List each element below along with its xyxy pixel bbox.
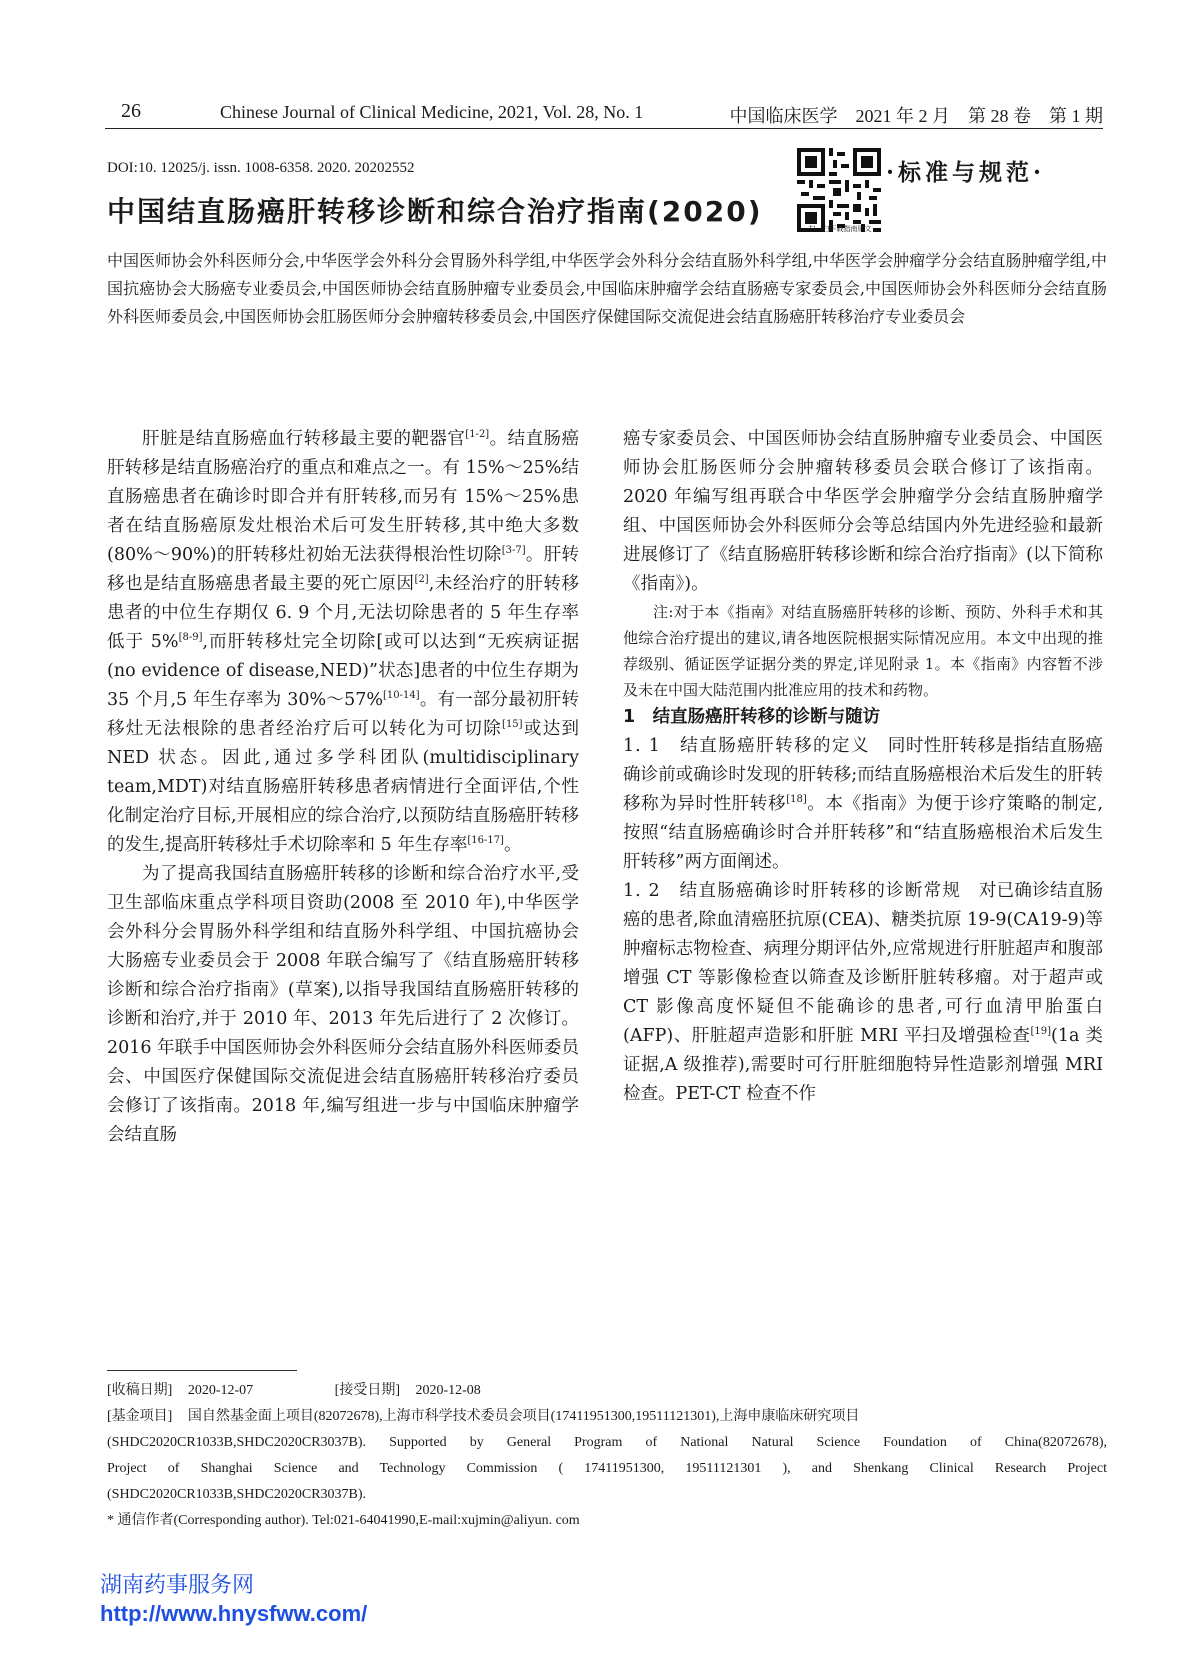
article-title: 中国结直肠癌肝转移诊断和综合治疗指南(2020) (107, 195, 763, 228)
received-date: 2020-12-07 (187, 1383, 254, 1398)
footnote-rule (107, 1370, 297, 1371)
paragraph-intro: 肝脏是结直肠癌血行转移最主要的靶器官[1-2]。结直肠癌肝转移是结直肠癌治疗的重点和难点之一。有 15%～25%结直肠癌患者在确诊时即合并有肝转移,而另有 15%～25%患者在结直肠癌原发灶根治术后可发生肝转移,其中绝大多数(80%～90%)的肝转移灶初始无法获得根治性切除[3-7]。肝转移也是结直肠癌患者最主要的死亡原因[2],未经治疗的肝转移患者的中位生存期仅 6. 9 个月,无法切除患者的 5 年生存率低于 5%[8-9],而肝转移灶完全切除[或可以达到“无疾病证据(no evidence of disease,NED)”状态]患者的中位生存期为 35 个月,5 年生存率为 30%～57%[10-14]。有一部分最初肝转移灶无法根除的患者经治疗后可以转化为可切除[15]或达到 NED 状态。因此,通过多学科团队(multidisciplinary team,MDT)对结直肠癌肝转移患者病情进行全面评估,个性化制定治疗目标,开展相应的综合治疗,以预防结直肠癌肝转移的发生,提高肝转移灶手术切除率和 5 年生存率[16-17]。 (107, 429, 580, 855)
citation[interactable]: [18] (786, 794, 807, 806)
funding-line-2: (SHDC2020CR1033B,SHDC2020CR3037B). Supported by General Program of National Natural Science Foundation of China(82072678), (107, 1435, 1107, 1450)
dates-line (107, 1378, 1107, 1404)
citation[interactable]: [15] (502, 719, 523, 731)
qr-caption: 扫一扫下载指南原文 (808, 225, 872, 233)
paragraph-continued: 癌专家委员会、中国医师协会结直肠肿瘤专业委员会、中国医师协会肛肠医师分会肿瘤转移委员会联合修订了该指南。2020 年编写组再联合中华医学会肿瘤学分会结直肠肿瘤学组、中国医师协会外科医师分会等总结国内外先进经验和最新进展修订了《结直肠癌肝转移诊断和综合治疗指南》(以下简称《指南》)。 (623, 429, 1103, 594)
funding-line (107, 1404, 1107, 1430)
citation[interactable]: [2] (414, 574, 429, 586)
funding-line-3: Project of Shanghai Science and Technology Commission ( 17411951300, 19511121301 ), and Shenkang Clinical Research Project (107, 1461, 1107, 1476)
accepted-label: [接受日期] (334, 1383, 400, 1398)
column-label: ·标准与规范· (886, 159, 1046, 186)
author-list: 中国医师协会外科医师分会,中华医学会外科分会胃肠外科学组,中华医学会外科分会结直肠外科学组,中华医学会肿瘤学分会结直肠肿瘤学组,中国抗癌协会大肠癌专业委员会,中国医师协会结直肠肿瘤专业委员会,中国临床肿瘤学会结直肠癌专家委员会,中国医师协会外科医师分会结直肠外科医师委员会,中国医师协会肛肠医师分会肿瘤转移委员会,中国医疗保健国际交流促进会结直肠癌肝转移治疗专业委员会 (107, 251, 1107, 326)
doi: DOI:10. 12025/j. issn. 1008-6358. 2020. 20202552 (107, 160, 415, 176)
qr-code-icon[interactable] (797, 148, 881, 232)
journal-name-en: Chinese Journal of Clinical Medicine, 2021, Vol. 28, No. 1 (220, 102, 644, 122)
body-right-column (623, 425, 1103, 1109)
running-header (105, 100, 1103, 128)
received-label: [收稿日期] (107, 1383, 173, 1398)
paragraph-history: 为了提高我国结直肠癌肝转移的诊断和综合治疗水平,受卫生部临床重点学科项目资助(2008 至 2010 年),中华医学会外科分会胃肠外科学组和结直肠外科学组、中国抗癌协会大肠癌专业委员会于 2008 年联合编写了《结直肠癌肝转移诊断和综合治疗指南》(草案),以指导我国结直肠癌肝转移的诊断和治疗,并于 2010 年、2013 年先后进行了 2 次修订。2016 年联手中国医师协会外科医师分会结直肠外科医师委员会、中国医疗保健国际交流促进会结直肠癌肝转移治疗委员会修订了该指南。2018 年,编写组进一步与中国临床肿瘤学会结直肠 (107, 864, 579, 1145)
body-left-column (107, 425, 579, 1150)
funding-label: [基金项目] (107, 1409, 173, 1424)
journal-name-cn: 中国临床医学 2021 年 2 月 第 28 卷 第 1 期 (729, 106, 1103, 126)
accepted-date: 2020-12-08 (415, 1383, 481, 1398)
citation[interactable]: [10-14] (382, 690, 420, 702)
subsection-1-2: 1. 2 结直肠癌确诊时肝转移的诊断常规 对已确诊结直肠癌的患者,除血清癌胚抗原(CEA)、糖类抗原 19-9(CA19-9)等肿瘤标志物检查、病理分期评估外,应常规进行肝脏超声和腹部增强 CT 等影像检查以筛查及诊断肝脏转移瘤。对于超声或 CT 影像高度怀疑但不能确诊的患者,可行血清甲胎蛋白(AFP)、肝脏超声造影和肝脏 MRI 平扫及增强检查[19](1a 类证据,A 级推荐),需要时可行肝脏细胞特异性造影剂增强 MRI 检查。PET-CT 检查不作 (623, 881, 1103, 1104)
funding-line-4: (SHDC2020CR1033B,SHDC2020CR3037B). (107, 1487, 367, 1502)
page-number: 26 (121, 100, 141, 122)
header-rule (105, 128, 1103, 129)
citation[interactable]: [16-17] (467, 835, 504, 847)
subsection-title: 1. 1 结直肠癌肝转移的定义 (623, 736, 870, 756)
subsection-1-1: 1. 1 结直肠癌肝转移的定义 同时性肝转移是指结直肠癌确诊前或确诊时发现的肝转移;而结直肠癌根治术后发生的肝转移称为异时性肝转移[18]。本《指南》为便于诊疗策略的制定,按照“结直肠癌确诊时合并肝转移”和“结直肠癌根治术后发生肝转移”两方面阐述。 (623, 736, 1104, 872)
citation[interactable]: [3-7] (501, 545, 526, 557)
watermark-name: 湖南药事服务网 (100, 1573, 255, 1598)
citation[interactable]: [19] (1030, 1026, 1051, 1038)
citation[interactable]: [8-9] (178, 632, 203, 644)
section-heading: 1 结直肠癌肝转移的诊断与随访 (623, 707, 881, 727)
watermark (100, 1572, 367, 1628)
watermark-url[interactable]: http://www.hnysfww.com/ (100, 1601, 368, 1626)
footnotes (107, 1378, 1107, 1534)
funding-text: 国自然基金面上项目(82072678),上海市科学技术委员会项目(17411951300,19511121301),上海申康临床研究项目 (187, 1409, 860, 1424)
citation[interactable]: [1-2] (465, 429, 490, 441)
subsection-title: 1. 2 结直肠癌确诊时肝转移的诊断常规 (623, 881, 962, 901)
editor-note: 注:对于本《指南》对结直肠癌肝转移的诊断、预防、外科手术和其他综合治疗提出的建议,请各地医院根据实际情况应用。本文中出现的推荐级别、循证医学证据分类的界定,详见附录 1。本《指南》内容暂不涉及未在中国大陆范围内批准应用的技术和药物。 (623, 603, 1103, 699)
corresponding-author: * 通信作者(Corresponding author). Tel:021-64041990,E-mail:xujmin@aliyun. com (107, 1513, 580, 1528)
